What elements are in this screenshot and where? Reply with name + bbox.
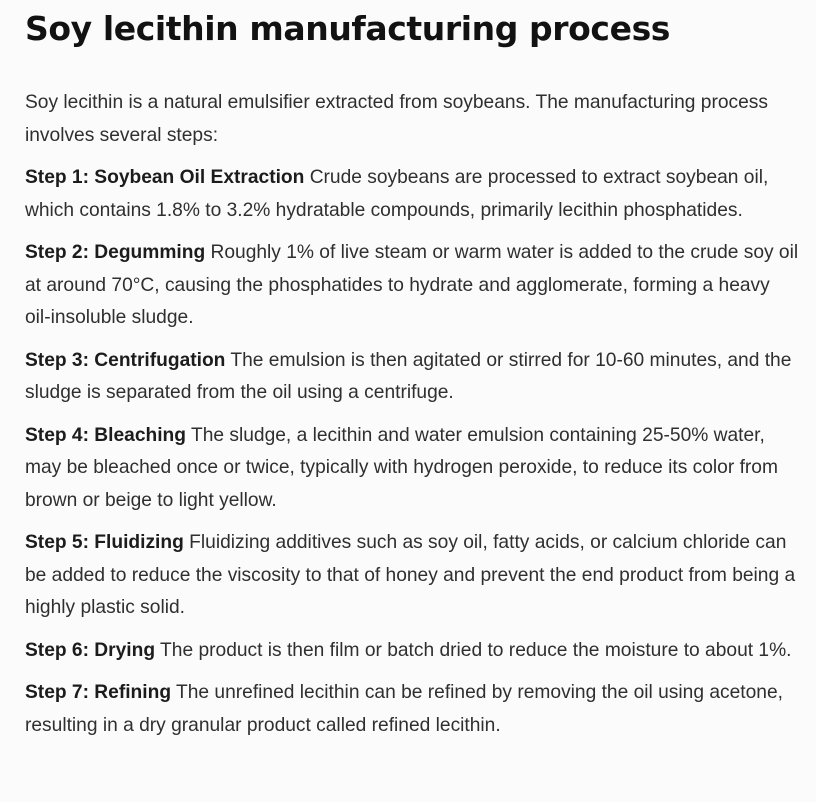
- step-paragraph-3: [25, 345, 800, 410]
- step-text-7: The unrefined lecithin can be refined by removing the oil using acetone, resulting in a dry granular product called refined lecithin.: [25, 682, 783, 736]
- step-paragraph-1: [25, 162, 800, 227]
- step-text-3: The emulsion is then agitated or stirred for 10-60 minutes, and the sludge is separated from the oil using a centrifuge.: [25, 349, 792, 403]
- step-text-6: The product is then film or batch dried to reduce the moisture to about 1%.: [155, 639, 792, 661]
- step-label-7: Step 7: Refining: [25, 682, 172, 703]
- step-paragraph-5: [25, 527, 800, 625]
- step-label-5: Step 5: Fluidizing: [25, 532, 184, 553]
- step-paragraph-6: [25, 635, 800, 668]
- step-label-4: Step 4: Bleaching: [25, 424, 186, 446]
- step-label-3: Step 3: Centrifugation: [25, 349, 226, 371]
- step-label-1: Step 1: Soybean Oil Extraction: [25, 167, 305, 188]
- step-text-5: Fluidizing additives such as soy oil, fatty acids, or calcium chloride can be added to reduce the viscosity to that of honey and prevent the end product from being a highly plastic solid.: [25, 532, 796, 618]
- intro-paragraph: Soy lecithin is a natural emulsifier extracted from soybeans. The manufacturing process involves several steps:: [25, 92, 768, 146]
- step-paragraph-2: [25, 237, 800, 335]
- step-text-2: Roughly 1% of live steam or warm water is added to the crude soy oil at around 70°C, causing the phosphatides to hydrate and agglomerate, forming a heavy oil-insoluble sludge.: [25, 242, 799, 328]
- step-text-1: Crude soybeans are processed to extract soybean oil, which contains 1.8% to 3.2% hydratable compounds, primarily lecithin phosphatides.: [25, 167, 769, 221]
- step-paragraph-4: [25, 420, 800, 518]
- step-text-4: The sludge, a lecithin and water emulsion containing 25-50% water, may be bleached once or twice, typically with hydrogen peroxide, to reduce its color from brown or beige to light yellow.: [25, 424, 778, 511]
- step-label-6: Step 6: Drying: [25, 639, 156, 661]
- page-title: Soy lecithin manufacturing process: [25, 9, 671, 48]
- step-label-2: Step 2: Degumming: [25, 242, 206, 263]
- step-paragraph-7: [25, 677, 800, 742]
